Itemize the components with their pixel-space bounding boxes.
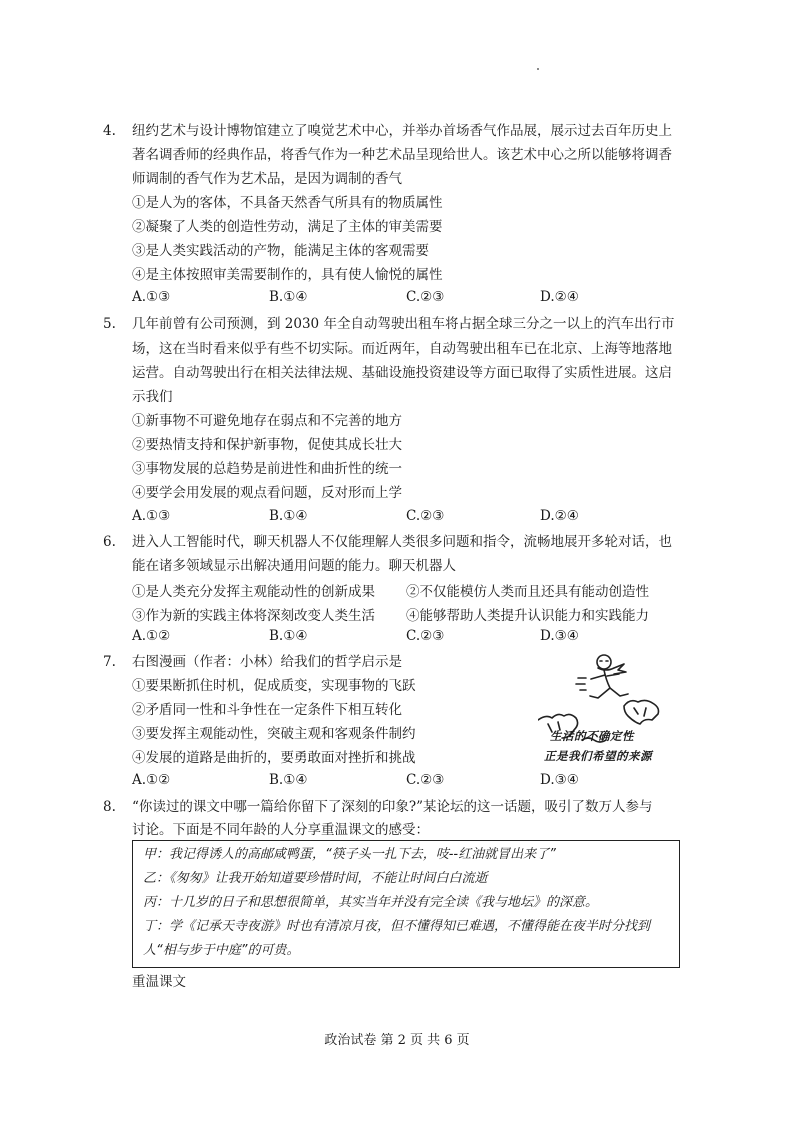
question-number: 6. — [103, 534, 116, 550]
option-c[interactable]: C.②③ — [406, 289, 445, 305]
option-b[interactable]: B.①④ — [269, 772, 308, 788]
option-c[interactable]: C.②③ — [406, 508, 445, 524]
statement-item: ③事物发展的总趋势是前进性和曲折性的统一 — [132, 461, 402, 477]
statement-item: ②凝聚了人类的创造性劳动，满足了主体的审美需要 — [132, 219, 443, 235]
question-number: 5. — [103, 316, 116, 332]
quote-line: 丙：十几岁的日子和思想很简单，其实当年并没有完全读《我与地坛》的深意。 — [143, 895, 599, 910]
cartoon-caption-line: 生活的不确定性 — [550, 729, 634, 743]
option-d[interactable]: D.②④ — [540, 289, 579, 305]
option-c[interactable]: C.②③ — [406, 628, 445, 644]
statement-row — [132, 604, 692, 624]
question-text-line: 纽约艺术与设计博物馆建立了嗅觉艺术中心，并举办首场香气作品展，展示过去百年历史上 — [132, 123, 672, 139]
question-text-line: 几年前曾有公司预测，到 2030 年全自动驾驶出租车将占据全球三分之一以上的汽车出行市 — [132, 316, 675, 332]
question-text-line: 讨论。下面是不同年龄的人分享重温课文的感受： — [132, 822, 429, 838]
question-text-line: 运营。自动驾驶出行在相关法律法规、基础设施投资建设等方面已取得了实质性进展。这启 — [132, 365, 672, 381]
statement-item: ④能够帮助人类提升认识能力和实践能力 — [406, 608, 649, 624]
scan-dot — [537, 68, 539, 70]
question-text-line: 右图漫画（作者：小林）给我们的哲学启示是 — [132, 654, 402, 670]
answer-options — [132, 289, 692, 309]
option-a[interactable]: A.①③ — [132, 289, 171, 305]
question-text-line: 师调制的香气作为艺术品，是因为调制的香气 — [132, 171, 402, 187]
cartoon-illustration — [538, 648, 678, 768]
option-d[interactable]: D.②④ — [540, 508, 579, 524]
option-a[interactable]: A.①③ — [132, 508, 171, 524]
option-b[interactable]: B.①④ — [269, 628, 308, 644]
statement-item: ②不仅能模仿人类而且还具有能动创造性 — [406, 584, 649, 600]
statement-item: ①是人类充分发挥主观能动性的创新成果 — [132, 584, 375, 600]
quote-line: 乙：《匆匆》让我开始知道要珍惜时间，不能让时间白白流逝 — [143, 871, 488, 886]
question-text-line: 场，这在当时看来似乎有些不切实际。而近两年，自动驾驶出租车已在北京、上海等地落地 — [132, 341, 672, 357]
statement-item: ④要学会用发展的观点看问题，反对形而上学 — [132, 485, 402, 501]
quote-line: 丁：学《记承天寺夜游》时也有清凉月夜，但不懂得知已难遇，不懂得能在夜半时分找到 — [143, 919, 651, 934]
question-number: 4. — [103, 123, 116, 139]
quote-box — [132, 840, 680, 968]
cartoon-caption-line: 正是我们希望的来源 — [544, 749, 652, 763]
statement-item: ④是主体按照审美需要制作的，具有使人愉悦的属性 — [132, 267, 443, 283]
option-a[interactable]: A.①② — [132, 628, 171, 644]
quote-line: 人“相与步于中庭”的可贵。 — [143, 943, 300, 958]
question-text-line: “你读过的课文中哪一篇给你留下了深刻的印象?”某论坛的这一话题，吸引了数万人参与 — [132, 799, 653, 815]
statement-item: ②要热情支持和保护新事物，促使其成长壮大 — [132, 437, 402, 453]
question-number: 7. — [103, 654, 116, 670]
statement-item: ②矛盾同一性和斗争性在一定条件下相互转化 — [132, 702, 402, 718]
question-number: 8. — [103, 799, 116, 815]
option-a[interactable]: A.①② — [132, 772, 171, 788]
page-footer: 政治试卷 第 2 页 共 6 页 — [324, 1033, 470, 1048]
statement-item: ③是人类实践活动的产物，能满足主体的客观需要 — [132, 243, 429, 259]
option-c[interactable]: C.②③ — [406, 772, 445, 788]
question-text-line: 进入人工智能时代，聊天机器人不仅能理解人类很多问题和指令，流畅地展开多轮对话，也 — [132, 534, 672, 550]
question-text-line: 著名调香师的经典作品，将香气作为一种艺术品呈现给世人。该艺术中心之所以能够将调香 — [132, 147, 672, 163]
question-text-line: 重温课文 — [132, 974, 186, 990]
answer-options — [132, 772, 692, 792]
statement-row — [132, 580, 692, 600]
question-text-line: 能在诸多领域显示出解决通用问题的能力。聊天机器人 — [132, 558, 456, 574]
answer-options — [132, 508, 692, 528]
statement-item: ①要果断抓住时机，促成质变，实现事物的飞跃 — [132, 678, 416, 694]
option-d[interactable]: D.③④ — [540, 628, 579, 644]
statement-item: ③作为新的实践主体将深刻改变人类生活 — [132, 608, 375, 624]
question-text-line: 示我们 — [132, 389, 173, 405]
quote-line: 甲：我记得诱人的高邮咸鸭蛋，“筷子头一扎下去，吱--红油就冒出来了” — [143, 847, 556, 862]
statement-item: ④发展的道路是曲折的，要勇敢面对挫折和挑战 — [132, 750, 416, 766]
answer-options — [132, 628, 692, 648]
statement-item: ①是人为的客体，不具备天然香气所具有的物质属性 — [132, 195, 443, 211]
option-b[interactable]: B.①④ — [269, 289, 308, 305]
option-b[interactable]: B.①④ — [269, 508, 308, 524]
statement-item: ①新事物不可避免地存在弱点和不完善的地方 — [132, 413, 402, 429]
option-d[interactable]: D.③④ — [540, 772, 579, 788]
statement-item: ③要发挥主观能动性，突破主观和客观条件制约 — [132, 726, 416, 742]
